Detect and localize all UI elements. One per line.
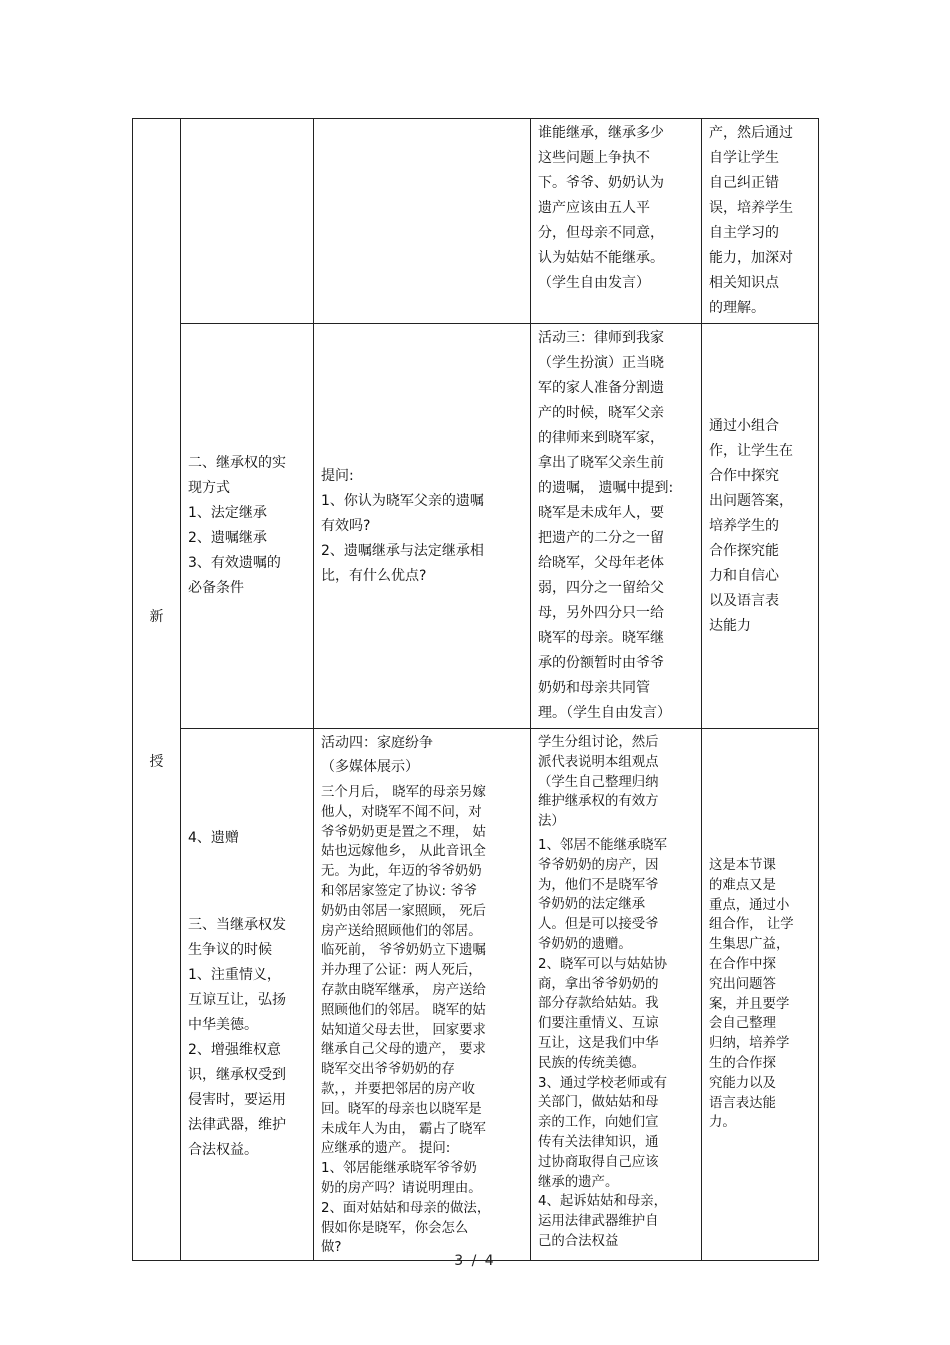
stage-char: 新	[149, 608, 164, 625]
design-intent-cell: 通过小组合 作，让学生在 合作中探究 出问题答案， 培养学生的 合作探究能 力和自信心 以及语言表 达能力	[702, 324, 819, 729]
content-cell: 二、继承权的实 现方式 1、法定继承 2、遗嘱继承 3、有效遗嘱的 必备条件	[181, 324, 314, 729]
table-row	[133, 729, 819, 1261]
stage-cell	[133, 119, 181, 1261]
content-cell: 4、遗赠 三、当继承权发 生争议的时候 1、注重情义， 互谅互让，弘扬 中华美德。 2、增强维权意 识，继承权受到 侵害时，要运用 法律武器，维护 合法权益。	[181, 729, 314, 1261]
teacher-activity-cell: 活动四：家庭纷争 （多媒体展示） 三个月后， 晓军的母亲另嫁 他人，对晓军不闻不问，对 爷爷奶奶更是置之不理， 姑 姑也远嫁他乡， 从此音讯全 无。为此，年迈的爷爷奶奶 和邻居家签定了协议: 爷爷 奶奶由邻居一家照顾， 死后 房产送给照顾他们的邻居。 临死前， 爷爷奶奶立下遗嘱 并办理了公证：两人死后， 存款由晓军继承， 房产送给 照顾他们的邻居。 晓军的姑 姑知道父母去世， 回家要求 继承自己父母的遗产， 要求 晓军交出爷爷奶奶的存 款，，并要把邻居的房产收 回。晓军的母亲也以晓军是 未成年人为由， 霸占了晓军 应继承的遗产。 提问: 1、邻居能继承晓军爷爷奶 奶的房产吗？请说明理由。 2、面对姑姑和母亲的做法， 假如你是晓军，你会怎么 做?	[314, 729, 531, 1261]
table-row	[133, 324, 819, 729]
student-activity-cell: 谁能继承，继承多少 这些问题上争执不 下。爷爷、奶奶认为 遗产应该由五人平 分，但母亲不同意， 认为姑姑不能继承。 （学生自由发言）	[531, 119, 702, 324]
teacher-activity-cell	[314, 119, 531, 324]
table-row	[133, 119, 819, 324]
lesson-plan-table	[132, 118, 819, 1261]
content-cell	[181, 119, 314, 324]
design-intent-cell: 产，然后通过 自学让学生 自己纠正错 误，培养学生 自主学习的 能力，加深对 相关知识点 的理解。	[702, 119, 819, 324]
teacher-activity-cell: 提问: 1、你认为晓军父亲的遗嘱 有效吗? 2、遗嘱继承与法定继承相 比，有什么优点?	[314, 324, 531, 729]
student-activity-cell: 活动三：律师到我家 （学生扮演）正当晓 军的家人准备分割遗 产的时候，晓军父亲 的律师来到晓军家， 拿出了晓军父亲生前 的遗嘱， 遗嘱中提到: 晓军是未成年人，要 把遗产的二分之一留 给晓军，父母年老体 弱，四分之一留给父 母，另外四分只一给 晓军的母亲。晓军继 承的份额暂时由爷爷 奶奶和母亲共同管 理。（学生自由发言）	[531, 324, 702, 729]
stage-char: 授	[149, 753, 164, 770]
student-activity-cell: 学生分组讨论，然后 派代表说明本组观点 （学生自己整理归纳 维护继承权的有效方 法） 1、邻居不能继承晓军 爷爷奶奶的房产，因 为，他们不是晓军爷 爷奶奶的法定继承 人。但是可以接受爷 爷奶奶的遗赠。 2、晓军可以与姑姑协 商，拿出爷爷奶奶的 部分存款给姑姑。我 们要注重情义、互谅 互让，这是我们中华 民族的传统美德。 3、通过学校老师或有 关部门，做姑姑和母 亲的工作，向她们宣 传有关法律知识，通 过协商取得自己应该 继承的遗产。 4、起诉姑姑和母亲， 运用法律武器维护自 己的合法权益	[531, 729, 702, 1261]
design-intent-cell: 这是本节课 的难点又是 重点，通过小 组合作， 让学 生集思广益， 在合作中探 究出问题答 案，并且要学 会自己整理 归纳，培养学 生的合作探 究能力以及 语言表达能 力。	[702, 729, 819, 1261]
page-number: 3 / 4	[454, 1253, 496, 1269]
